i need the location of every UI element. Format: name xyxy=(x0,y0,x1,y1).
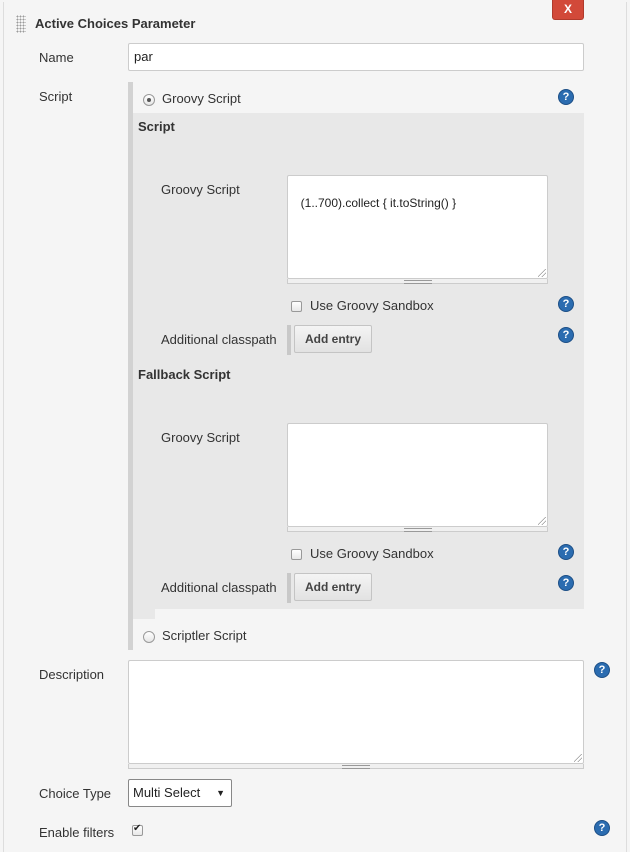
main-sandbox-help-icon[interactable]: ? xyxy=(558,296,574,312)
scriptler-script-radio[interactable] xyxy=(143,631,155,643)
fallback-sandbox-help-icon[interactable]: ? xyxy=(558,544,574,560)
main-groovy-label: Groovy Script xyxy=(161,182,240,197)
drag-handle-icon[interactable] xyxy=(16,15,26,33)
choice-type-select[interactable] xyxy=(128,779,232,807)
main-add-entry-button[interactable]: Add entry xyxy=(294,325,372,353)
expander-lines-icon xyxy=(342,765,370,769)
expander-lines-icon xyxy=(404,528,432,532)
choice-type-label: Choice Type xyxy=(39,786,112,801)
description-help-icon[interactable]: ? xyxy=(594,662,610,678)
resize-grip-icon[interactable] xyxy=(538,517,546,525)
scriptler-script-option-label: Scriptler Script xyxy=(162,628,247,643)
main-sandbox-checkbox[interactable] xyxy=(291,301,302,312)
fallback-classpath-bar xyxy=(287,573,291,603)
main-groovy-textarea[interactable] xyxy=(287,175,548,279)
main-classpath-help-icon[interactable]: ? xyxy=(558,327,574,343)
choice-type-value: Multi Select xyxy=(133,785,201,800)
main-classpath-bar xyxy=(287,325,291,355)
delete-button[interactable]: X xyxy=(552,0,584,20)
expander-lines-icon xyxy=(404,280,432,284)
name-input[interactable]: par xyxy=(128,43,584,71)
description-label: Description xyxy=(39,667,105,682)
enable-filters-help-icon[interactable]: ? xyxy=(594,820,610,836)
description-expander[interactable] xyxy=(128,764,584,769)
fallback-classpath-label: Additional classpath xyxy=(161,580,277,595)
groovy-script-option-label: Groovy Script xyxy=(162,91,241,106)
main-sandbox-label: Use Groovy Sandbox xyxy=(310,298,434,313)
fallback-sandbox-checkbox[interactable] xyxy=(291,549,302,560)
fallback-groovy-textarea[interactable] xyxy=(287,423,548,527)
enable-filters-checkbox[interactable] xyxy=(132,825,143,836)
enable-filters-label: Enable filters xyxy=(39,825,115,840)
name-label: Name xyxy=(39,50,74,65)
block-title: Active Choices Parameter xyxy=(35,16,196,31)
fallback-sandbox-label: Use Groovy Sandbox xyxy=(310,546,434,561)
fallback-groovy-label: Groovy Script xyxy=(161,430,240,445)
fallback-add-entry-button[interactable]: Add entry xyxy=(294,573,372,601)
main-classpath-label: Additional classpath xyxy=(161,332,277,347)
fallback-textarea-expander[interactable] xyxy=(287,527,548,532)
fallback-script-title: Fallback Script xyxy=(138,367,231,382)
main-textarea-expander[interactable] xyxy=(287,279,548,284)
chevron-down-icon: ▼ xyxy=(216,788,225,798)
description-textarea[interactable] xyxy=(128,660,584,764)
resize-grip-icon[interactable] xyxy=(538,269,546,277)
main-groovy-text: (1..700).collect { it.toString() } xyxy=(300,196,457,210)
resize-grip-icon[interactable] xyxy=(574,754,582,762)
groovy-option-help-icon[interactable]: ? xyxy=(558,89,574,105)
script-label: Script xyxy=(39,89,73,104)
groovy-script-radio[interactable] xyxy=(143,94,155,106)
main-script-title: Script xyxy=(138,119,175,134)
fallback-classpath-help-icon[interactable]: ? xyxy=(558,575,574,591)
fallback-section-tail xyxy=(133,609,155,619)
